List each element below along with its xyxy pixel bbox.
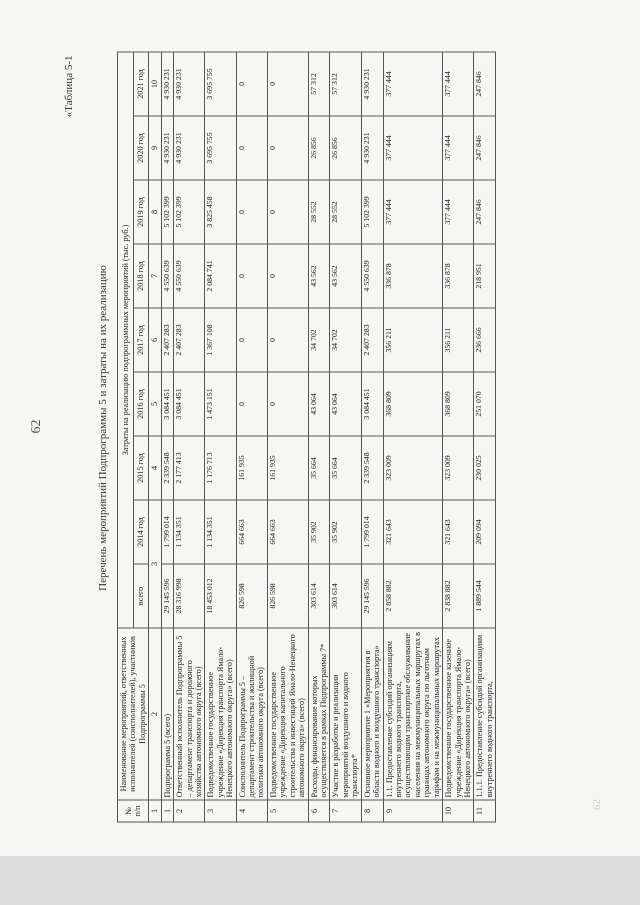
column-index: 10: [149, 52, 161, 116]
cell-year-value: 1 367 108: [205, 308, 236, 372]
cell-year-value: 2 407 283: [161, 308, 173, 372]
cell-year-value: 0: [236, 180, 267, 244]
cell-year-value: 34 702: [308, 308, 330, 372]
table-title: Перечень мероприятий Подпрограммы 5 и затраты на их реализацию: [97, 265, 109, 591]
cell-year-value: 323 009: [383, 436, 443, 500]
cell-total: 826 598: [267, 564, 308, 628]
cell-year-value: 0: [267, 52, 308, 116]
cell-year-value: 28 552: [330, 180, 361, 244]
row-name: Подпрограмма 5 (всего): [161, 628, 173, 800]
cell-year-value: 5 102 399: [361, 180, 383, 244]
cell-total: 303 614: [330, 564, 361, 628]
cell-year-value: 247 846: [474, 180, 496, 244]
table-row: [361, 52, 383, 822]
column-index: 9: [149, 116, 161, 180]
scan-margin: [0, 856, 640, 905]
cell-year-value: 368 809: [443, 372, 474, 436]
cell-year-value: 1 134 351: [205, 500, 236, 564]
cell-year-value: 0: [267, 372, 308, 436]
cell-year-value: 4 550 639: [174, 244, 205, 308]
cell-year-value: 0: [236, 308, 267, 372]
cell-total: 29 145 596: [161, 564, 173, 628]
cell-year-value: 4 930 231: [161, 116, 173, 180]
table-row: [205, 52, 236, 822]
cell-year-value: 377 444: [443, 52, 474, 116]
cell-year-value: 218 951: [474, 244, 496, 308]
cell-year-value: 377 444: [383, 116, 443, 180]
cell-year-value: 4 930 231: [361, 52, 383, 116]
row-number: 10: [443, 800, 474, 822]
row-number: 4: [236, 800, 267, 822]
cell-year-value: 0: [267, 308, 308, 372]
row-name: Основное мероприятие 1 «Мероприятия в области водного и воздушного транспорта»: [361, 628, 383, 800]
cell-year-value: 0: [236, 52, 267, 116]
cell-year-value: 35 902: [330, 500, 361, 564]
cell-year-value: 230 025: [474, 436, 496, 500]
cell-year-value: 1 176 713: [205, 436, 236, 500]
cell-year-value: 2 407 283: [361, 308, 383, 372]
cell-year-value: 2 339 548: [161, 436, 173, 500]
column-index: 8: [149, 180, 161, 244]
row-name: 1.1. Предоставление субсидий организациям внутреннего водного транспорта, осуществляющим транспортное обслуживание населения на межмуниципальных маршрутах в границах автономного округа по льготным тарифам и на межмуниципальных маршрутах: [383, 628, 443, 800]
header-year: 2018 год: [133, 244, 149, 308]
cell-year-value: 2 177 413: [174, 436, 205, 500]
cell-year-value: 57 312: [308, 52, 330, 116]
row-number: 6: [308, 800, 330, 822]
page-number-bleedthrough: 62: [591, 799, 603, 810]
row-number: 5: [267, 800, 308, 822]
cell-year-value: 26 856: [308, 116, 330, 180]
cell-year-value: 28 552: [308, 180, 330, 244]
row-number: 7: [330, 800, 361, 822]
cell-year-value: 3 695 755: [205, 52, 236, 116]
cell-year-value: 1 799 014: [361, 500, 383, 564]
column-index-row: [149, 52, 161, 822]
cell-year-value: 247 846: [474, 116, 496, 180]
header-year: 2015 год: [133, 436, 149, 500]
column-index: 4: [149, 436, 161, 500]
cell-year-value: 35 664: [308, 436, 330, 500]
cell-year-value: 2 084 741: [205, 244, 236, 308]
cell-year-value: 323 009: [443, 436, 474, 500]
cell-year-value: 35 664: [330, 436, 361, 500]
cell-year-value: 2 407 283: [174, 308, 205, 372]
table-row: [161, 52, 173, 822]
header-year: 2020 год: [133, 116, 149, 180]
cell-year-value: 43 064: [308, 372, 330, 436]
row-number: 11: [474, 800, 496, 822]
cell-year-value: 664 663: [267, 500, 308, 564]
header-num: № п/п: [118, 800, 149, 822]
cell-year-value: 3 084 451: [361, 372, 383, 436]
row-number: 3: [205, 800, 236, 822]
header-year: 2021 год: [133, 52, 149, 116]
table-row: [308, 52, 330, 822]
cell-total: 18 453 012: [205, 564, 236, 628]
cell-year-value: 5 102 399: [161, 180, 173, 244]
rotated-document-sheet: [21, 16, 619, 841]
cell-year-value: 368 809: [383, 372, 443, 436]
header-year: 2017 год: [133, 308, 149, 372]
cell-year-value: 251 070: [474, 372, 496, 436]
cell-year-value: 0: [236, 372, 267, 436]
cell-year-value: 3 084 451: [174, 372, 205, 436]
cell-year-value: 161 935: [267, 436, 308, 500]
header-year: 2014 год: [133, 500, 149, 564]
cell-year-value: 5 102 399: [174, 180, 205, 244]
column-index: 3: [149, 500, 161, 628]
row-name: Участие в разработке и реализации мероприятий воздушного и водного транспорта*: [330, 628, 361, 800]
cell-year-value: 0: [267, 116, 308, 180]
cell-year-value: 377 444: [383, 180, 443, 244]
cell-year-value: 356 211: [383, 308, 443, 372]
cell-year-value: 3 825 458: [205, 180, 236, 244]
cell-year-value: 4 930 231: [161, 52, 173, 116]
cell-year-value: 3 695 755: [205, 116, 236, 180]
cell-year-value: 57 312: [330, 52, 361, 116]
table-row: [267, 52, 308, 822]
cell-year-value: 1 473 151: [205, 372, 236, 436]
row-name: Подведомственное государственное казенное учреждение «Дирекция транспорта Ямало-Ненецкого автономного округа» (всего): [443, 628, 474, 800]
cell-year-value: 161 935: [236, 436, 267, 500]
cell-year-value: 236 666: [474, 308, 496, 372]
cell-year-value: 0: [236, 244, 267, 308]
column-index: 7: [149, 244, 161, 308]
row-name: 1.1.1. Предоставление субсидий организациям внутреннего водного транспорта,: [474, 628, 496, 800]
header-costs: Затраты на реализацию подпрограммных мероприятий (тыс. руб.): [118, 52, 134, 628]
cell-total: 29 145 596: [361, 564, 383, 628]
table-row: [330, 52, 361, 822]
cell-year-value: 0: [267, 244, 308, 308]
cell-year-value: 336 878: [383, 244, 443, 308]
cell-year-value: 1 799 014: [161, 500, 173, 564]
cell-year-value: 43 064: [330, 372, 361, 436]
cell-total: 2 858 882: [383, 564, 443, 628]
cell-year-value: 377 444: [383, 52, 443, 116]
cell-year-value: 0: [267, 180, 308, 244]
row-name: Расходы, финансирование которых осуществляется в рамках Подпрограммы 7*: [308, 628, 330, 800]
header-total: всего: [133, 564, 149, 628]
header-name: Наименование мероприятий, ответственных исполнителей (соисполнителей), участников Подпрограммы 5: [118, 628, 149, 800]
row-number: 2: [174, 800, 205, 822]
cell-year-value: 356 211: [443, 308, 474, 372]
cell-year-value: 377 444: [443, 116, 474, 180]
row-number: 8: [361, 800, 383, 822]
row-number: 1: [161, 800, 173, 822]
table-row: [383, 52, 443, 822]
cell-total: 826 598: [236, 564, 267, 628]
cell-year-value: 4 550 639: [161, 244, 173, 308]
row-name: Соисполнитель Подпрограммы 5 – департамент строительства и жилищной политики автономного округа (всего): [236, 628, 267, 800]
cell-year-value: 1 134 351: [174, 500, 205, 564]
table-row: [174, 52, 205, 822]
cell-total: 28 316 998: [174, 564, 205, 628]
row-name: Подведомственное государственное учреждение «Дирекция капитального строительства и инвестиций Ямало-Ненецкого автономного округа» (всего): [267, 628, 308, 800]
cell-total: 2 838 882: [443, 564, 474, 628]
cell-year-value: 377 444: [443, 180, 474, 244]
table-row: [474, 52, 496, 822]
cell-year-value: 247 846: [474, 52, 496, 116]
row-number: 9: [383, 800, 443, 822]
cell-year-value: 336 878: [443, 244, 474, 308]
cell-year-value: 43 562: [330, 244, 361, 308]
row-name: Ответственный исполнитель Подпрограммы 5 – департамент транспорта и дорожного хозяйства автономного округа (всего): [174, 628, 205, 800]
row-name: Подведомственное государственное учреждение «Дирекция транспорта Ямало-Ненецкого автономного округа» (всего): [205, 628, 236, 800]
cell-year-value: 4 550 639: [361, 244, 383, 308]
page-number: 62: [29, 419, 44, 434]
column-index: 5: [149, 372, 161, 436]
cell-year-value: 26 856: [330, 116, 361, 180]
expenditure-table: [117, 51, 496, 822]
table-label: «Таблица 5-1: [63, 55, 75, 118]
header-year: 2019 год: [133, 180, 149, 244]
cell-year-value: 2 339 548: [361, 436, 383, 500]
cell-year-value: 3 084 451: [161, 372, 173, 436]
header-year: 2016 год: [133, 372, 149, 436]
cell-year-value: 35 902: [308, 500, 330, 564]
column-index: 6: [149, 308, 161, 372]
cell-total: 303 614: [308, 564, 330, 628]
cell-year-value: 0: [236, 116, 267, 180]
cell-year-value: 4 930 231: [174, 116, 205, 180]
table-row: [236, 52, 267, 822]
column-index: 1: [149, 800, 161, 822]
cell-year-value: 4 930 231: [361, 116, 383, 180]
cell-year-value: 4 930 231: [174, 52, 205, 116]
cell-year-value: 664 663: [236, 500, 267, 564]
cell-year-value: 321 643: [443, 500, 474, 564]
table-row: [443, 52, 474, 822]
column-index: 2: [149, 628, 161, 800]
cell-year-value: 209 094: [474, 500, 496, 564]
cell-year-value: 34 702: [330, 308, 361, 372]
cell-total: 1 889 544: [474, 564, 496, 628]
cell-year-value: 43 562: [308, 244, 330, 308]
cell-year-value: 321 643: [383, 500, 443, 564]
